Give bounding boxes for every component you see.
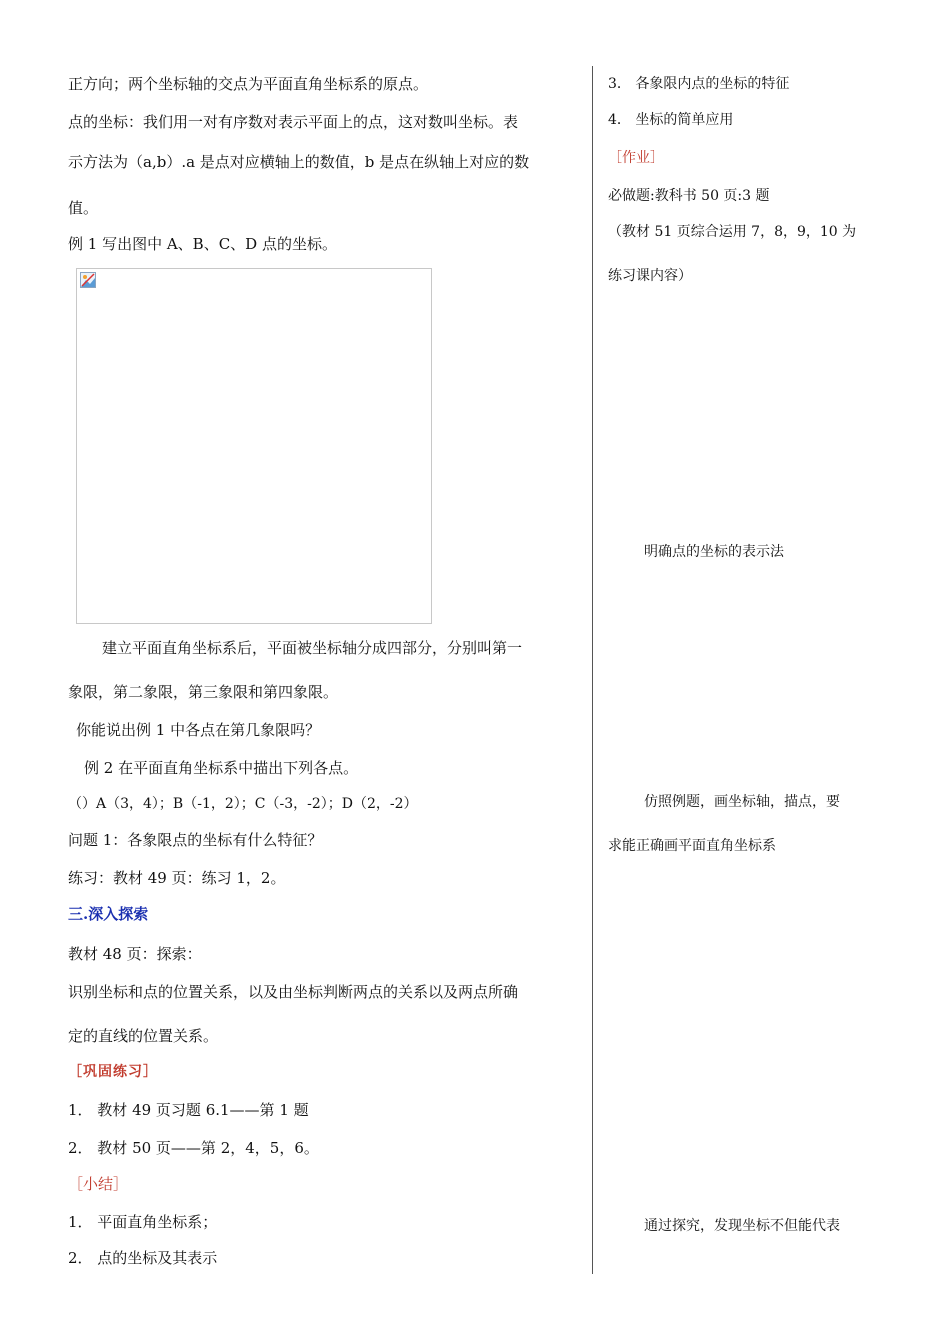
question-1: 问题 1：各象限点的坐标有什么特征？	[68, 831, 323, 849]
example-2: 例 2 在平面直角坐标系中描出下列各点。	[84, 759, 359, 777]
teaching-note: 仿照例题，画坐标轴，描点，要	[644, 794, 840, 810]
points-list: （）A（3，4）；B（-1，2）；C（-3，-2）；D（2，-2）	[68, 796, 418, 812]
list-item: 2． 点的坐标及其表示	[68, 1249, 218, 1267]
homework-required: 必做题:教科书 50 页:3 题	[608, 188, 770, 204]
text-line: 点的坐标：我们用一对有序数对表示平面上的点，这对数叫坐标。表	[68, 113, 519, 131]
practice: 练习：教材 49 页：练习 1，2。	[68, 869, 286, 887]
broken-image-icon	[80, 272, 96, 288]
teaching-note: 通过探究，发现坐标不但能代表	[644, 1218, 840, 1234]
homework-note: （教材 51 页综合运用 7，8，9，10 为	[608, 224, 857, 240]
list-item: 2． 教材 50 页——第 2，4，5，6。	[68, 1139, 319, 1157]
homework-title: ［作业］	[608, 150, 664, 166]
teaching-note: 明确点的坐标的表示法	[644, 544, 784, 560]
list-item: 1． 教材 49 页习题 6.1——第 1 题	[68, 1101, 309, 1119]
example-1: 例 1 写出图中 A、B、C、D 点的坐标。	[68, 235, 337, 253]
teaching-note: 求能正确画平面直角坐标系	[608, 838, 776, 854]
list-item: 3． 各象限内点的坐标的特征	[608, 76, 790, 92]
list-item: 4． 坐标的简单应用	[608, 112, 734, 128]
section-3-title: 三.深入探索	[68, 905, 149, 923]
consolidate-title: ［巩固练习］	[68, 1064, 158, 1080]
text-line: 象限，第二象限，第三象限和第四象限。	[68, 683, 339, 701]
homework-note: 练习课内容）	[608, 268, 692, 284]
text-line: 建立平面直角坐标系后，平面被坐标轴分成四部分，分别叫第一	[102, 639, 523, 657]
summary-title: ［小结］	[68, 1175, 129, 1193]
question-quadrant: 你能说出例 1 中各点在第几象限吗？	[76, 721, 321, 739]
explore-ref: 教材 48 页：探索：	[68, 945, 202, 963]
text-line: 识别坐标和点的位置关系，以及由坐标判断两点的关系以及两点所确	[68, 983, 519, 1001]
figure-placeholder	[76, 268, 432, 624]
text-line: 定的直线的位置关系。	[68, 1027, 219, 1045]
list-item: 1． 平面直角坐标系；	[68, 1213, 218, 1231]
text-line: 值。	[68, 199, 99, 217]
text-line: 正方向；两个坐标轴的交点为平面直角坐标系的原点。	[68, 75, 429, 93]
text-line: 示方法为（a,b）.a 是点对应横轴上的数值，b 是点在纵轴上对应的数	[68, 153, 530, 171]
column-divider	[592, 66, 593, 1274]
